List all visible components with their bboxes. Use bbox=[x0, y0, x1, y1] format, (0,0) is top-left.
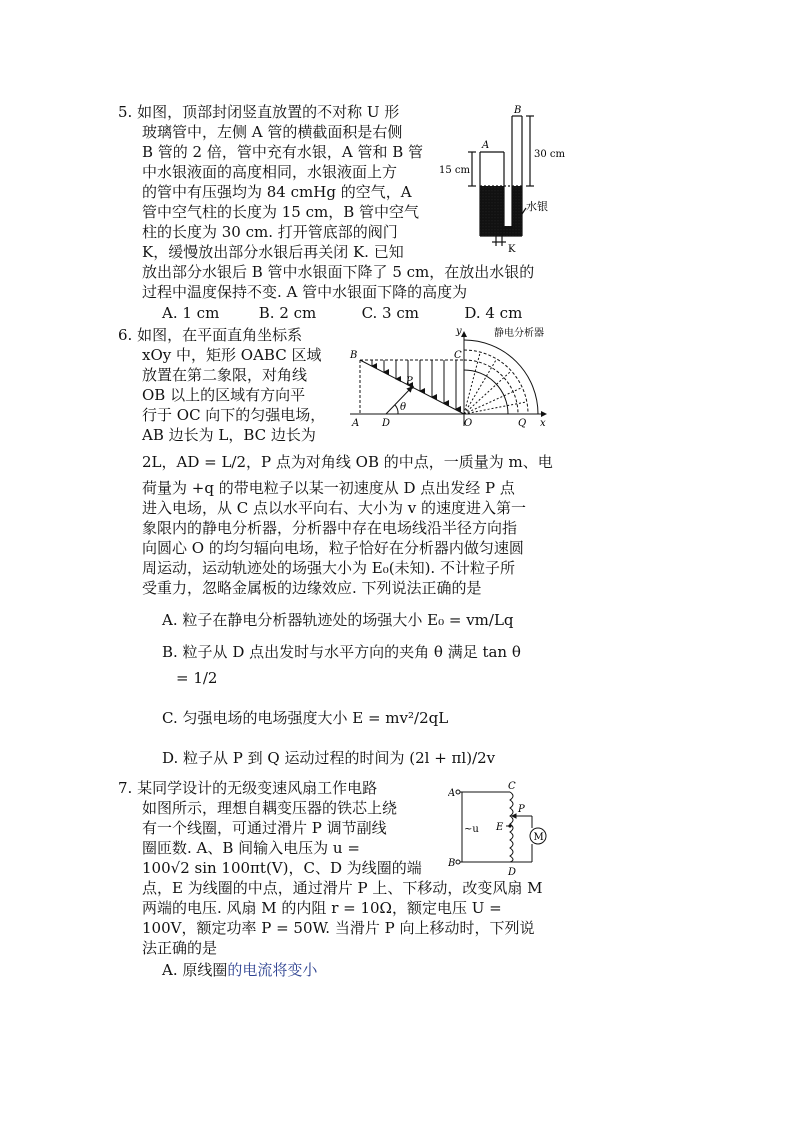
q6-line: xOy 中，矩形 OABC 区域 bbox=[142, 346, 322, 364]
q6-label-y: y bbox=[456, 326, 462, 337]
q7-line: 两端的电压. 风扇 M 的内阻 r = 10Ω，额定电压 U = bbox=[142, 899, 502, 917]
q5-options bbox=[162, 303, 522, 323]
q7-label-b: B bbox=[448, 858, 456, 869]
q7-label-c: C bbox=[508, 781, 516, 792]
q6-label-theta: θ bbox=[400, 402, 407, 413]
q7-line: 法正确的是 bbox=[142, 939, 218, 957]
q5-line: 中水银液面的高度相同，水银液面上方 bbox=[142, 163, 398, 181]
q6-label-a: A bbox=[352, 418, 360, 429]
q5-label-b: B bbox=[514, 105, 522, 116]
q5-mercury-label: 水银 bbox=[526, 200, 548, 213]
q5-line: 管中空气柱的长度为 15 cm，B 管中空气 bbox=[142, 203, 420, 221]
q5-line: 放出部分水银后 B 管中水银面下降了 5 cm，在放出水银的 bbox=[142, 263, 535, 281]
q6-line: 行于 OC 向下的匀强电场， bbox=[142, 406, 326, 424]
q5-len-a: 15 cm bbox=[439, 165, 470, 176]
electrostatic-analyzer-figure bbox=[346, 322, 552, 432]
q6-label-x: x bbox=[540, 418, 546, 429]
q5-len-b: 30 cm bbox=[534, 149, 565, 160]
q7-label-p: P bbox=[518, 804, 525, 815]
q6-line: 放置在第二象限，对角线 bbox=[142, 366, 308, 384]
q5-line: 过程中温度保持不变. A 管中水银面下降的高度为 bbox=[142, 283, 468, 301]
q5-line: B 管的 2 倍，管中充有水银，A 管和 B 管 bbox=[142, 143, 424, 161]
q7-motor-label: M bbox=[533, 832, 544, 843]
q5-option-c[interactable]: C. 3 cm bbox=[361, 304, 419, 322]
q7-line: 点，E 为线圈的中点，通过滑片 P 上、下移动，改变风扇 M bbox=[142, 879, 543, 897]
q7-source-label: ~u bbox=[464, 824, 479, 835]
q5-option-a[interactable]: A. 1 cm bbox=[162, 304, 220, 322]
q7-option-a-prefix: A. 原线圈 bbox=[162, 961, 228, 979]
q6-line: 周运动，运动轨迹处的场强大小为 E₀(未知). 不计粒子所 bbox=[142, 559, 515, 577]
q5-line: K，缓慢放出部分水银后再关闭 K. 已知 bbox=[142, 243, 404, 261]
q7-option-a-suffix: 的电流将变小 bbox=[227, 961, 318, 979]
q6-analyzer-label: 静电分析器 bbox=[494, 328, 544, 339]
q7-line: 100V，额定功率 P = 50W. 当滑片 P 向上移动时，下列说 bbox=[142, 919, 535, 937]
q6-line: 象限内的静电分析器，分析器中存在电场线沿半径方向指 bbox=[142, 519, 518, 537]
q5-line: 的管中有压强均为 84 cmHg 的空气，A bbox=[142, 183, 412, 201]
q5-line: 玻璃管中，左侧 A 管的横截面积是右侧 bbox=[142, 123, 403, 141]
q6-option-a[interactable]: A. 粒子在静电分析器轨迹处的场强大小 E₀ = vm/Lq bbox=[162, 611, 514, 629]
q6-label-o: O bbox=[464, 418, 473, 429]
q7-line: 有一个线圈，可通过滑片 P 调节副线 bbox=[142, 819, 387, 837]
q6-line: 受重力，忽略金属板的边缘效应. 下列说法正确的是 bbox=[142, 579, 482, 597]
q6-option-b-cont: = 1/2 bbox=[176, 669, 218, 687]
q5-label-a: A bbox=[482, 140, 490, 151]
q6-option-b[interactable]: B. 粒子从 D 点出发时与水平方向的夹角 θ 满足 tan θ bbox=[162, 643, 521, 661]
q6-option-c[interactable]: C. 匀强电场的电场强度大小 E = mv²/2qL bbox=[162, 709, 449, 727]
q6-line: AB 边长为 L，BC 边长为 bbox=[142, 426, 316, 444]
q6-label-b: B bbox=[350, 350, 358, 361]
q7-label-e: E bbox=[496, 822, 504, 833]
q5-option-b[interactable]: B. 2 cm bbox=[258, 304, 317, 322]
autotransformer-circuit-figure bbox=[448, 780, 558, 880]
q6-option-d[interactable]: D. 粒子从 P 到 Q 运动过程的时间为 (2l + πl)/2v bbox=[162, 749, 496, 767]
q6-line: 2L，AD = L/2，P 点为对角线 OB 的中点，一质量为 m、电 bbox=[142, 453, 553, 471]
q7-line: 7. 某同学设计的无级变速风扇工作电路 bbox=[118, 779, 378, 797]
q6-line: 进入电场，从 C 点以水平向右、大小为 v 的速度进入第一 bbox=[142, 499, 527, 517]
q7-option-a[interactable] bbox=[162, 960, 317, 980]
q6-line: 6. 如图，在平面直角坐标系 bbox=[118, 326, 303, 344]
q5-line: 5. 如图，顶部封闭竖直放置的不对称 U 形 bbox=[118, 103, 400, 121]
q6-line: OB 以上的区域有方向平 bbox=[142, 386, 306, 404]
q5-option-d[interactable]: D. 4 cm bbox=[464, 304, 523, 322]
q7-point-e bbox=[508, 824, 511, 827]
q6-label-d: D bbox=[382, 418, 391, 429]
q5-label-k: K bbox=[508, 244, 516, 255]
q6-label-q: Q bbox=[518, 418, 527, 429]
q7-label-a: A bbox=[448, 788, 456, 799]
q7-label-d: D bbox=[508, 867, 517, 878]
q6-label-p: P bbox=[406, 376, 413, 387]
q5-line: 柱的长度为 30 cm. 打开管底部的阀门 bbox=[142, 223, 398, 241]
q7-line: 100√2 sin 100πt(V)，C、D 为线圈的端 bbox=[142, 859, 422, 877]
q6-label-c: C bbox=[454, 350, 462, 361]
q7-line: 圈匝数. A、B 间输入电压为 u = bbox=[142, 839, 360, 857]
q7-line: 如图所示，理想自耦变压器的铁芯上绕 bbox=[142, 799, 398, 817]
u-tube-figure bbox=[438, 104, 568, 256]
q6-line: 向圆心 O 的均匀辐向电场，粒子恰好在分析器内做匀速圆 bbox=[142, 539, 524, 557]
q6-line: 荷量为 +q 的带电粒子以某一初速度从 D 点出发经 P 点 bbox=[142, 479, 515, 497]
